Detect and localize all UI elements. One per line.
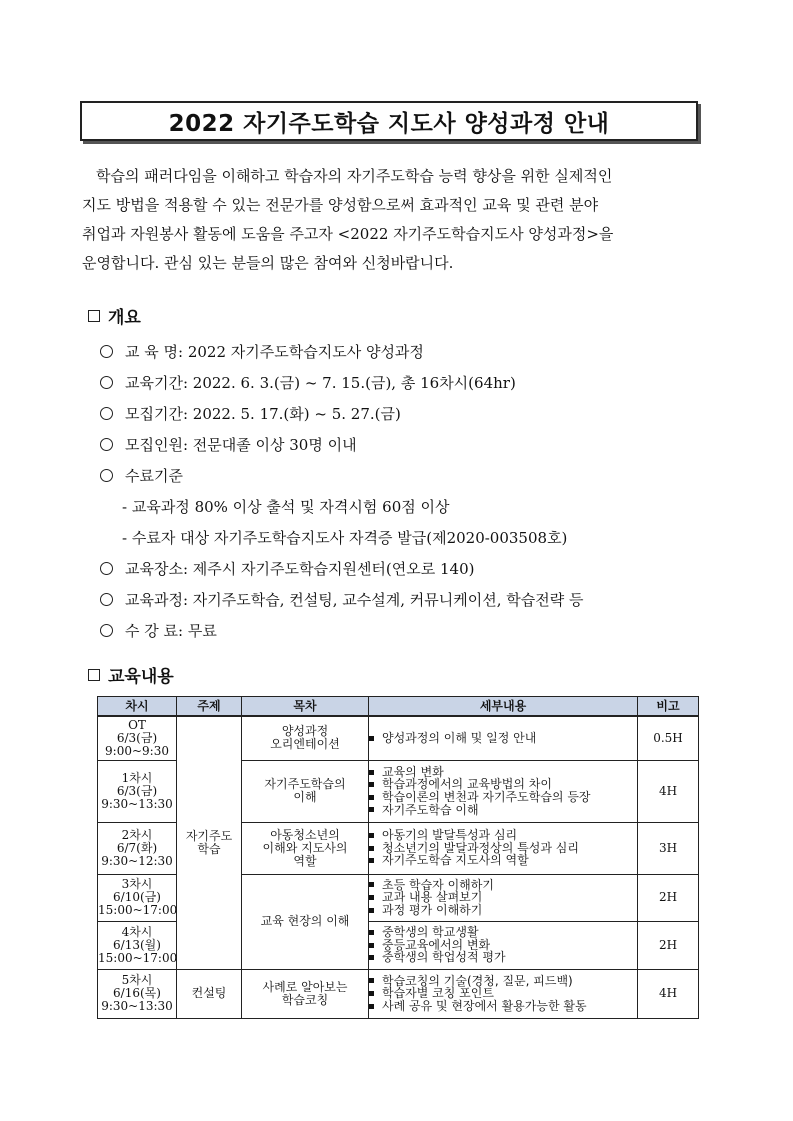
curriculum-table <box>97 696 699 1019</box>
session-line: 1차시 <box>121 770 153 785</box>
square-bullet-icon <box>369 807 374 812</box>
toc-cell <box>242 822 369 874</box>
detail-list <box>369 926 637 964</box>
column-header: 세부내용 <box>369 697 638 717</box>
circle-bullet-icon <box>100 407 113 420</box>
topic-line: 학습 <box>197 841 221 856</box>
topic-line: 자기주도 <box>185 828 233 843</box>
overview-item <box>100 584 583 615</box>
session-cell <box>98 716 177 760</box>
square-bullet-icon <box>369 930 374 935</box>
intro-line: 취업과 자원봉사 활동에 도움을 주고자 <2022 자기주도학습지도사 양성과정>을 <box>82 225 614 243</box>
overview-sub-item: - 교육과정 80% 이상 출석 및 자격시험 60점 이상 <box>122 498 450 516</box>
overview-item-text: 모집인원: 전문대졸 이상 30명 이내 <box>125 436 357 454</box>
toc-cell <box>242 969 369 1018</box>
topic-cell: 컨설팅 <box>177 969 242 1018</box>
session-line: 9:30~12:30 <box>101 853 173 868</box>
overview-item <box>100 460 583 491</box>
overview-heading-text: 개요 <box>108 308 141 328</box>
session-line: 6/3(금) <box>116 783 158 798</box>
list-item <box>369 829 637 842</box>
column-header: 차시 <box>98 697 177 717</box>
square-bullet-icon <box>88 310 100 322</box>
note-cell: 2H <box>638 921 699 969</box>
column-header: 목차 <box>242 697 369 717</box>
circle-bullet-icon <box>100 438 113 451</box>
toc-line: 아동청소년의 <box>270 827 340 842</box>
note-cell: 4H <box>638 760 699 822</box>
session-line: 3차시 <box>121 877 153 891</box>
toc-cell <box>242 874 369 969</box>
list-item <box>369 804 637 817</box>
detail-text: 교과 내용 살펴보기 <box>382 890 483 905</box>
square-bullet-icon <box>369 833 374 838</box>
intro-line: 운영합니다. 관심 있는 분들의 많은 참여와 신청바랍니다. <box>82 254 454 272</box>
circle-bullet-icon <box>100 624 113 637</box>
detail-text: 교육의 변화 <box>382 764 444 779</box>
overview-item-text: 수 강 료: 무료 <box>125 622 217 640</box>
toc-line: 교육 현장의 이해 <box>260 914 350 928</box>
session-line: 9:30~13:30 <box>101 796 173 811</box>
session-line: 6/16(목) <box>113 986 161 1000</box>
session-line: 15:00~17:00 <box>98 950 178 965</box>
list-item <box>369 1000 637 1013</box>
square-bullet-icon <box>369 782 374 787</box>
table-header-row <box>98 697 699 717</box>
toc-line: 학습코칭 <box>281 992 329 1007</box>
square-bullet-icon <box>369 795 374 800</box>
title-box <box>80 101 698 141</box>
circle-bullet-icon <box>100 345 113 358</box>
note-cell: 0.5H <box>638 716 699 760</box>
overview-item-text: 교 육 명: 2022 자기주도학습지도사 양성과정 <box>125 343 424 361</box>
session-line: 6/13(월) <box>113 937 161 952</box>
detail-list <box>369 879 637 917</box>
detail-cell <box>369 874 638 921</box>
overview-sub-item: - 수료자 대상 자기주도학습지도사 자격증 발급(제2020-003508호) <box>122 529 568 547</box>
session-line: OT <box>128 717 146 732</box>
session-line: 9:00~9:30 <box>105 743 169 758</box>
detail-cell <box>369 822 638 874</box>
overview-item-text: 교육기간: 2022. 6. 3.(금) ~ 7. 15.(금), 총 16차시(64hr) <box>125 374 516 392</box>
overview-item-text: 모집기간: 2022. 5. 17.(화) ~ 5. 27.(금) <box>125 405 401 423</box>
toc-line: 오리엔테이션 <box>270 737 340 752</box>
toc-cell <box>242 760 369 822</box>
column-header: 비고 <box>638 697 699 717</box>
intro-line: 학습의 패러다임을 이해하고 학습자의 자기주도학습 능력 향상을 위한 실제적인 <box>96 167 613 185</box>
session-line: 15:00~17:00 <box>98 903 178 917</box>
circle-bullet-icon <box>100 376 113 389</box>
toc-line: 이해와 지도사의 <box>262 840 348 855</box>
detail-text: 양성과정의 이해 및 일정 안내 <box>382 730 537 745</box>
session-cell <box>98 921 177 969</box>
toc-line: 이해 <box>293 790 317 804</box>
session-cell <box>98 969 177 1018</box>
detail-cell <box>369 760 638 822</box>
square-bullet-icon <box>369 978 374 983</box>
detail-text: 아동기의 발달특성과 심리 <box>382 828 518 843</box>
session-line: 6/3(금) <box>116 730 158 745</box>
detail-cell <box>369 921 638 969</box>
list-item <box>369 854 637 867</box>
overview-list <box>100 336 583 646</box>
square-bullet-icon <box>369 895 374 900</box>
session-line: 6/10(금) <box>113 890 161 904</box>
circle-bullet-icon <box>100 593 113 606</box>
list-item <box>369 987 637 1000</box>
overview-item <box>100 615 583 646</box>
session-line: 2차시 <box>121 827 153 842</box>
detail-text: 학습코칭의 기술(경청, 질문, 피드백) <box>382 973 573 988</box>
detail-text: 자기주도학습 이해 <box>382 802 479 817</box>
overview-item-text: 교육과정: 자기주도학습, 컨설팅, 교수설계, 커뮤니케이션, 학습전략 등 <box>125 591 584 609</box>
detail-text: 학습자별 코칭 포인트 <box>382 986 494 1001</box>
detail-text: 청소년기의 발달과정상의 특성과 심리 <box>382 840 579 855</box>
overview-item <box>100 398 583 429</box>
list-item <box>369 891 637 904</box>
intro-paragraph <box>82 162 712 278</box>
list-item <box>369 926 637 939</box>
note-cell: 3H <box>638 822 699 874</box>
detail-text: 초등 학습자 이해하기 <box>382 877 494 892</box>
table-row <box>98 716 699 760</box>
list-item <box>369 732 637 745</box>
overview-item <box>100 336 583 367</box>
circle-bullet-icon <box>100 562 113 575</box>
detail-list <box>369 732 637 745</box>
square-bullet-icon <box>369 882 374 887</box>
toc-line: 자기주도학습의 <box>264 777 346 791</box>
toc-line: 역할 <box>293 853 317 868</box>
detail-text: 자기주도학습 지도사의 역할 <box>382 853 529 868</box>
overview-item-text: 교육장소: 제주시 자기주도학습지원센터(연오로 140) <box>125 560 475 578</box>
table-row <box>98 969 699 1018</box>
detail-text: 학습과정에서의 교육방법의 차이 <box>382 777 552 792</box>
column-header: 주제 <box>177 697 242 717</box>
note-cell: 2H <box>638 874 699 921</box>
detail-text: 중학생의 학교생활 <box>382 925 479 940</box>
content-heading-text: 교육내용 <box>108 667 174 687</box>
page-title: 2022 자기주도학습 지도사 양성과정 안내 <box>168 110 610 137</box>
overview-item <box>100 553 583 584</box>
session-cell <box>98 874 177 921</box>
square-bullet-icon <box>369 770 374 775</box>
note-cell: 4H <box>638 969 699 1018</box>
square-bullet-icon <box>369 955 374 960</box>
detail-text: 과정 평가 이해하기 <box>382 902 483 917</box>
square-bullet-icon <box>369 736 374 741</box>
square-bullet-icon <box>369 943 374 948</box>
overview-item <box>100 429 583 460</box>
detail-list <box>369 975 637 1013</box>
session-cell <box>98 822 177 874</box>
list-item <box>369 791 637 804</box>
detail-text: 학습이론의 변천과 자기주도학습의 등장 <box>382 790 591 804</box>
overview-heading <box>88 303 141 328</box>
overview-item <box>100 367 583 398</box>
intro-line: 지도 방법을 적용할 수 있는 전문가를 양성함으로써 효과적인 교육 및 관련 분야 <box>82 196 599 214</box>
detail-text: 중학생의 학업성적 평가 <box>382 950 506 965</box>
session-line: 6/7(화) <box>116 840 158 855</box>
overview-item-text: 수료기준 <box>125 467 183 485</box>
session-line: 4차시 <box>121 924 153 939</box>
square-bullet-icon <box>369 846 374 851</box>
square-bullet-icon <box>369 908 374 913</box>
detail-cell <box>369 969 638 1018</box>
detail-list <box>369 829 637 867</box>
toc-cell <box>242 716 369 760</box>
content-heading <box>88 662 174 687</box>
circle-bullet-icon <box>100 469 113 482</box>
detail-text: 중등교육에서의 변화 <box>382 937 491 952</box>
session-line: 9:30~13:30 <box>101 999 173 1013</box>
list-item <box>369 904 637 917</box>
square-bullet-icon <box>369 858 374 863</box>
topic-cell <box>177 716 242 969</box>
square-bullet-icon <box>369 1004 374 1009</box>
toc-line: 양성과정 <box>281 724 329 739</box>
detail-cell <box>369 716 638 760</box>
session-line: 5차시 <box>121 973 153 987</box>
list-item <box>369 951 637 964</box>
square-bullet-icon <box>88 669 100 681</box>
detail-list <box>369 766 637 816</box>
session-cell <box>98 760 177 822</box>
detail-text: 사례 공유 및 현장에서 활용가능한 활동 <box>382 998 587 1013</box>
square-bullet-icon <box>369 991 374 996</box>
toc-line: 사례로 알아보는 <box>262 979 348 994</box>
